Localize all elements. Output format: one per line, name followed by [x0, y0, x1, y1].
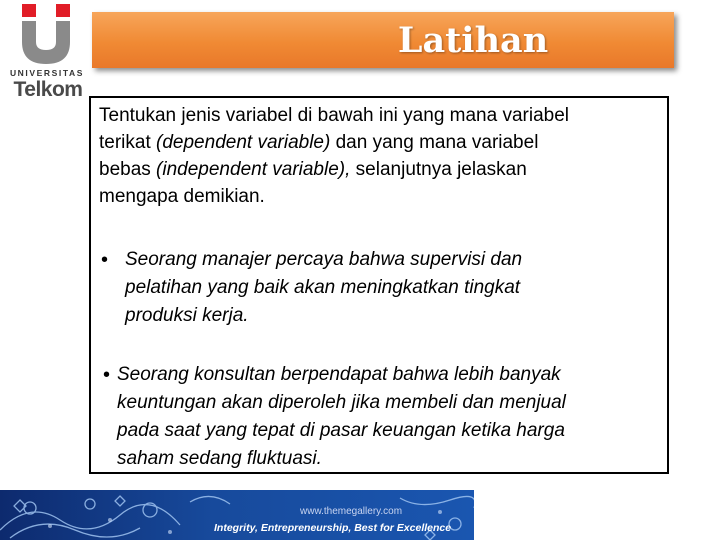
- telkom-university-logo: [6, 4, 86, 104]
- bullet-1-line-2: pelatihan yang baik akan meningkatkan tingkat: [125, 277, 521, 298]
- slide-title: Latihan: [397, 19, 549, 61]
- logo-telkom-text: Telkom: [13, 78, 83, 101]
- bullet-dot-icon: •: [103, 364, 111, 386]
- intro-line-3: [99, 156, 659, 183]
- logo-emblem-icon: [18, 4, 74, 64]
- intro-paragraph: [99, 102, 659, 210]
- intro-line-2-pre: terikat: [99, 132, 157, 153]
- dependent-variable-text: (dependent variable): [156, 132, 331, 153]
- bullet-1-text: [125, 246, 645, 330]
- intro-line-2-post: dan yang mana variabel: [330, 132, 539, 153]
- intro-line-3-pre: bebas: [99, 159, 157, 180]
- bullet-2-line-4: saham sedang fluktuasi.: [117, 448, 322, 469]
- intro-line-3-post: selanjutnya jelaskan: [350, 159, 527, 180]
- intro-line-4: mengapa demikian.: [99, 186, 265, 207]
- bullet-2-line-2: keuntungan akan diperoleh jika membeli dan menjual: [117, 392, 566, 413]
- bullet-1-line-3: produksi kerja.: [125, 305, 249, 326]
- content-box: [89, 96, 669, 474]
- intro-line-2: [99, 129, 659, 156]
- bullet-2-line-3: pada saat yang tepat di pasar keuangan ketika harga: [117, 420, 565, 441]
- bullet-1-line-1: Seorang manajer percaya bahwa supervisi dan: [125, 249, 523, 270]
- logo-university-text: UNIVERSITAS: [9, 68, 85, 78]
- footer-tagline: Integrity, Entrepreneurship, Best for Excellence: [214, 522, 452, 534]
- bullet-2-text: [117, 361, 657, 473]
- intro-line-1: Tentukan jenis variabel di bawah ini yang mana variabel: [99, 105, 570, 126]
- bullet-2-line-1: Seorang konsultan berpendapat bahwa lebih banyak: [117, 364, 561, 385]
- bullet-dot-icon: •: [101, 249, 109, 271]
- footer-banner: [0, 490, 474, 540]
- title-bar: [92, 12, 674, 68]
- footer-url: www.themegallery.com: [300, 506, 403, 517]
- independent-variable-text: (independent variable),: [156, 159, 351, 180]
